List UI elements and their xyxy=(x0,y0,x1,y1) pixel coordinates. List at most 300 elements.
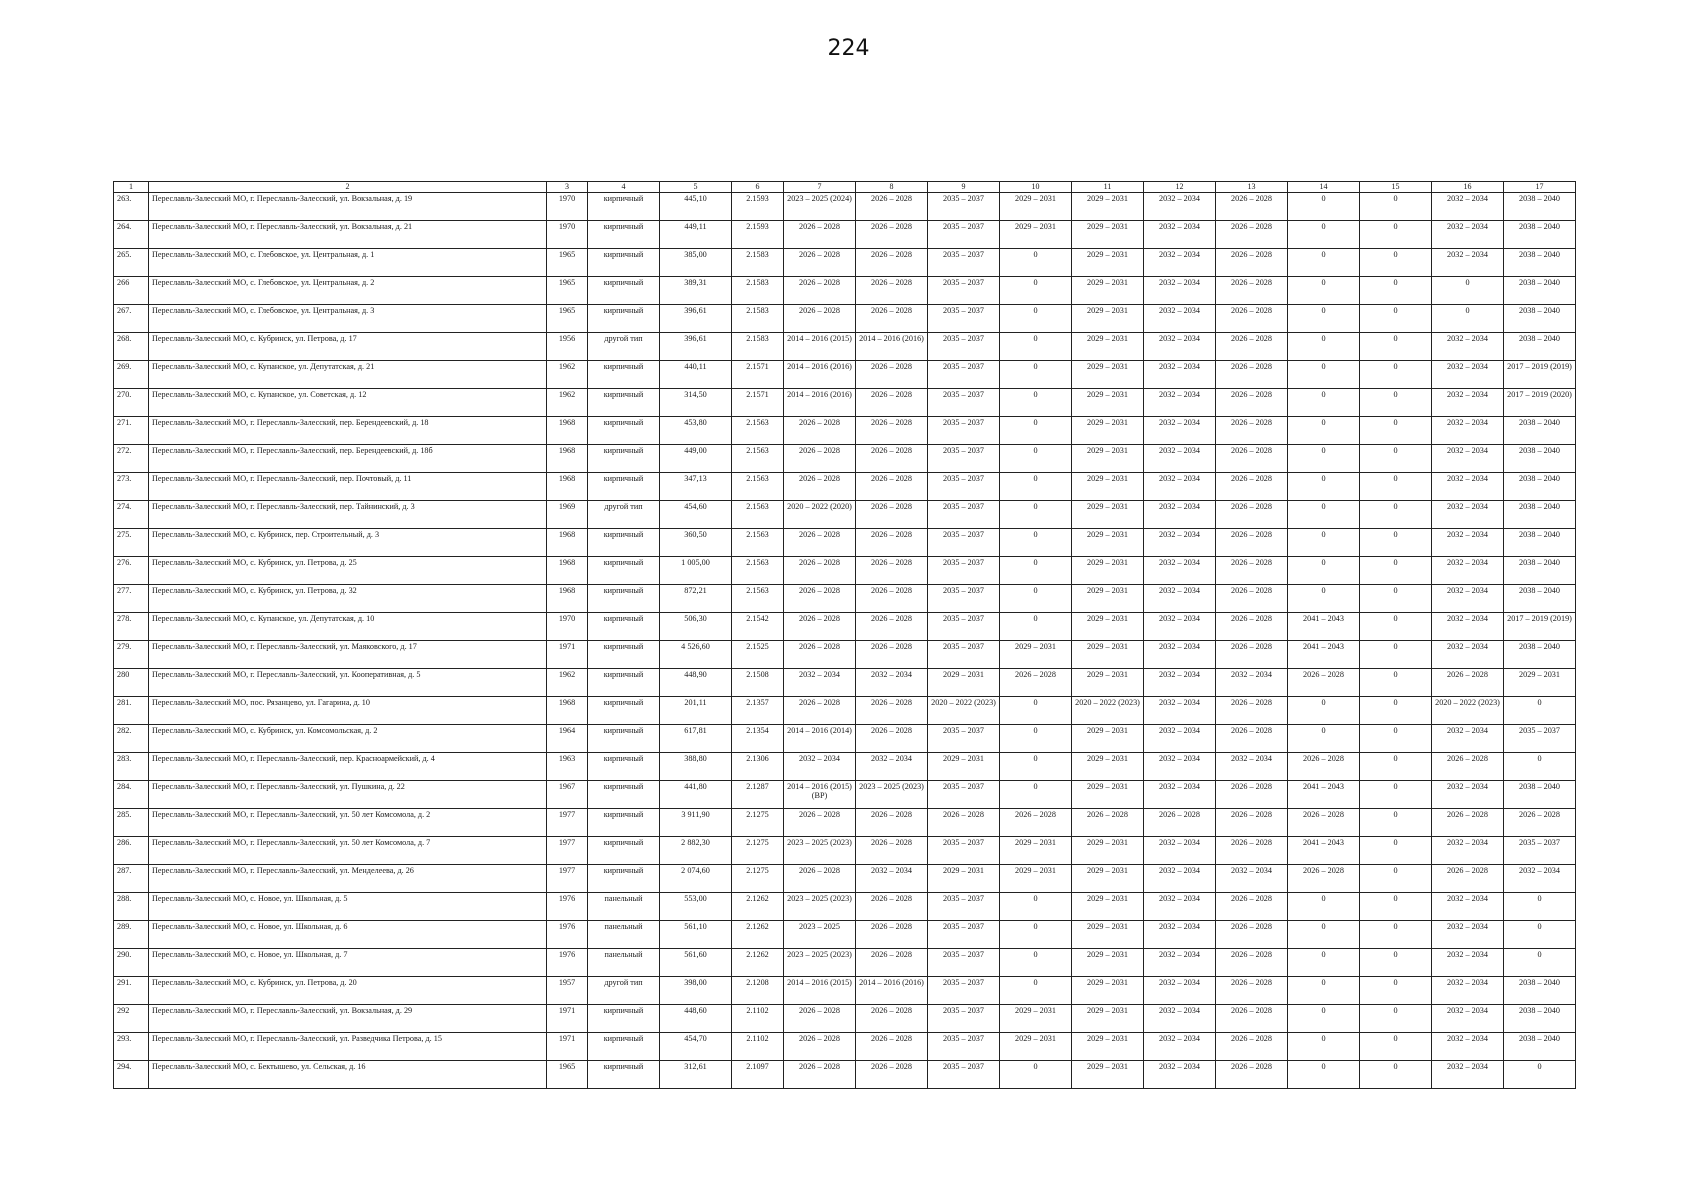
wall-material-cell: кирпичный xyxy=(588,557,660,585)
period-col-8-cell: 2026 – 2028 xyxy=(856,557,928,585)
period-col-12-cell: 2032 – 2034 xyxy=(1144,389,1216,417)
period-col-12-cell: 2026 – 2028 xyxy=(1144,809,1216,837)
address-cell: Переславль-Залесский МО, г. Переславль-Залесский, ул. Вокзальная, д. 19 xyxy=(149,193,547,221)
wall-material-cell: кирпичный xyxy=(588,641,660,669)
period-col-14-cell: 0 xyxy=(1288,277,1360,305)
row-number-cell: 266 xyxy=(114,277,149,305)
period-col-16-cell: 2032 – 2034 xyxy=(1432,557,1504,585)
period-col-16-cell: 2032 – 2034 xyxy=(1432,473,1504,501)
row-number-cell: 294. xyxy=(114,1061,149,1089)
area-cell: 201,11 xyxy=(660,697,732,725)
wall-material-cell: кирпичный xyxy=(588,809,660,837)
period-col-15-cell: 0 xyxy=(1360,417,1432,445)
period-col-13-cell: 2026 – 2028 xyxy=(1216,417,1288,445)
table-row xyxy=(114,1061,1576,1089)
period-col-11-cell: 2029 – 2031 xyxy=(1072,641,1144,669)
period-col-7-cell: 2026 – 2028 xyxy=(784,277,856,305)
period-col-14-cell: 0 xyxy=(1288,305,1360,333)
period-col-7-cell: 2032 – 2034 xyxy=(784,753,856,781)
priority-code-cell: 2.1583 xyxy=(732,333,784,361)
period-col-11-cell: 2029 – 2031 xyxy=(1072,585,1144,613)
address-cell: Переславль-Залесский МО, г. Переславль-Залесский, пер. Берендеевский, д. 18 xyxy=(149,417,547,445)
period-col-17-cell: 2038 – 2040 xyxy=(1504,277,1576,305)
period-col-12-cell: 2032 – 2034 xyxy=(1144,921,1216,949)
period-col-17-cell: 0 xyxy=(1504,921,1576,949)
period-col-12-cell: 2032 – 2034 xyxy=(1144,221,1216,249)
period-col-16-cell: 2032 – 2034 xyxy=(1432,193,1504,221)
table-row xyxy=(114,389,1576,417)
period-col-16-cell: 2032 – 2034 xyxy=(1432,389,1504,417)
period-col-13-cell: 2026 – 2028 xyxy=(1216,557,1288,585)
period-col-14-cell: 0 xyxy=(1288,1033,1360,1061)
period-col-17-cell: 2017 – 2019 (2020) xyxy=(1504,389,1576,417)
column-number-10: 10 xyxy=(1000,182,1072,193)
table-row xyxy=(114,277,1576,305)
build-year-cell: 1970 xyxy=(547,221,588,249)
period-col-9-cell: 2035 – 2037 xyxy=(928,1033,1000,1061)
period-col-12-cell: 2032 – 2034 xyxy=(1144,277,1216,305)
period-col-13-cell: 2026 – 2028 xyxy=(1216,473,1288,501)
address-cell: Переславль-Залесский МО, г. Переславль-Залесский, ул. 50 лет Комсомола, д. 7 xyxy=(149,837,547,865)
period-col-13-cell: 2026 – 2028 xyxy=(1216,1061,1288,1089)
period-col-16-cell: 2032 – 2034 xyxy=(1432,221,1504,249)
period-col-16-cell: 2032 – 2034 xyxy=(1432,361,1504,389)
period-col-9-cell: 2035 – 2037 xyxy=(928,613,1000,641)
period-col-16-cell: 2032 – 2034 xyxy=(1432,781,1504,809)
address-cell: Переславль-Залесский МО, с. Бектышево, ул. Сельская, д. 16 xyxy=(149,1061,547,1089)
housing-register-table xyxy=(113,181,1576,1089)
row-number-cell: 263. xyxy=(114,193,149,221)
priority-code-cell: 2.1262 xyxy=(732,893,784,921)
wall-material-cell: кирпичный xyxy=(588,221,660,249)
build-year-cell: 1965 xyxy=(547,305,588,333)
area-cell: 314,50 xyxy=(660,389,732,417)
period-col-13-cell: 2026 – 2028 xyxy=(1216,697,1288,725)
period-col-9-cell: 2035 – 2037 xyxy=(928,893,1000,921)
row-number-cell: 267. xyxy=(114,305,149,333)
period-col-16-cell: 2032 – 2034 xyxy=(1432,977,1504,1005)
period-col-9-cell: 2035 – 2037 xyxy=(928,361,1000,389)
table-row xyxy=(114,585,1576,613)
period-col-9-cell: 2035 – 2037 xyxy=(928,389,1000,417)
row-number-cell: 284. xyxy=(114,781,149,809)
area-cell: 561,60 xyxy=(660,949,732,977)
period-col-13-cell: 2026 – 2028 xyxy=(1216,361,1288,389)
period-col-13-cell: 2026 – 2028 xyxy=(1216,641,1288,669)
wall-material-cell: кирпичный xyxy=(588,613,660,641)
period-col-17-cell: 2038 – 2040 xyxy=(1504,417,1576,445)
build-year-cell: 1968 xyxy=(547,585,588,613)
period-col-8-cell: 2026 – 2028 xyxy=(856,193,928,221)
period-col-9-cell: 2035 – 2037 xyxy=(928,473,1000,501)
period-col-8-cell: 2026 – 2028 xyxy=(856,837,928,865)
period-col-9-cell: 2029 – 2031 xyxy=(928,865,1000,893)
area-cell: 448,90 xyxy=(660,669,732,697)
period-col-15-cell: 0 xyxy=(1360,1061,1432,1089)
column-number-8: 8 xyxy=(856,182,928,193)
priority-code-cell: 2.1097 xyxy=(732,1061,784,1089)
period-col-10-cell: 0 xyxy=(1000,585,1072,613)
table-row xyxy=(114,781,1576,809)
period-col-7-cell: 2032 – 2034 xyxy=(784,669,856,697)
period-col-11-cell: 2029 – 2031 xyxy=(1072,557,1144,585)
area-cell: 441,80 xyxy=(660,781,732,809)
area-cell: 872,21 xyxy=(660,585,732,613)
period-col-11-cell: 2029 – 2031 xyxy=(1072,333,1144,361)
build-year-cell: 1967 xyxy=(547,781,588,809)
period-col-8-cell: 2026 – 2028 xyxy=(856,249,928,277)
period-col-9-cell: 2035 – 2037 xyxy=(928,249,1000,277)
period-col-14-cell: 2026 – 2028 xyxy=(1288,669,1360,697)
period-col-11-cell: 2029 – 2031 xyxy=(1072,445,1144,473)
period-col-8-cell: 2032 – 2034 xyxy=(856,865,928,893)
period-col-16-cell: 2032 – 2034 xyxy=(1432,949,1504,977)
period-col-9-cell: 2035 – 2037 xyxy=(928,781,1000,809)
period-col-7-cell: 2023 – 2025 (2023) xyxy=(784,893,856,921)
period-col-8-cell: 2026 – 2028 xyxy=(856,277,928,305)
period-col-11-cell: 2029 – 2031 xyxy=(1072,305,1144,333)
column-number-3: 3 xyxy=(547,182,588,193)
column-number-6: 6 xyxy=(732,182,784,193)
period-col-14-cell: 2026 – 2028 xyxy=(1288,753,1360,781)
table-row xyxy=(114,305,1576,333)
period-col-17-cell: 0 xyxy=(1504,893,1576,921)
priority-code-cell: 2.1525 xyxy=(732,641,784,669)
period-col-8-cell: 2026 – 2028 xyxy=(856,949,928,977)
priority-code-cell: 2.1563 xyxy=(732,445,784,473)
period-col-9-cell: 2029 – 2031 xyxy=(928,753,1000,781)
period-col-9-cell: 2035 – 2037 xyxy=(928,725,1000,753)
period-col-7-cell: 2023 – 2025 (2024) xyxy=(784,193,856,221)
period-col-16-cell: 2032 – 2034 xyxy=(1432,641,1504,669)
period-col-16-cell: 2026 – 2028 xyxy=(1432,809,1504,837)
period-col-7-cell: 2023 – 2025 (2023) xyxy=(784,837,856,865)
period-col-15-cell: 0 xyxy=(1360,445,1432,473)
address-cell: Переславль-Залесский МО, с. Купанское, ул. Советская, д. 12 xyxy=(149,389,547,417)
period-col-15-cell: 0 xyxy=(1360,837,1432,865)
area-cell: 396,61 xyxy=(660,305,732,333)
period-col-14-cell: 2041 – 2043 xyxy=(1288,781,1360,809)
address-cell: Переславль-Залесский МО, г. Переславль-Залесский, ул. Разведчика Петрова, д. 15 xyxy=(149,1033,547,1061)
column-number-17: 17 xyxy=(1504,182,1576,193)
row-number-cell: 288. xyxy=(114,893,149,921)
column-number-15: 15 xyxy=(1360,182,1432,193)
wall-material-cell: кирпичный xyxy=(588,781,660,809)
wall-material-cell: кирпичный xyxy=(588,1005,660,1033)
period-col-13-cell: 2026 – 2028 xyxy=(1216,613,1288,641)
period-col-11-cell: 2029 – 2031 xyxy=(1072,977,1144,1005)
period-col-11-cell: 2029 – 2031 xyxy=(1072,949,1144,977)
priority-code-cell: 2.1306 xyxy=(732,753,784,781)
address-cell: Переславль-Залесский МО, г. Переславль-Залесский, ул. Пушкина, д. 22 xyxy=(149,781,547,809)
row-number-cell: 269. xyxy=(114,361,149,389)
period-col-14-cell: 0 xyxy=(1288,585,1360,613)
period-col-7-cell: 2026 – 2028 xyxy=(784,697,856,725)
period-col-17-cell: 0 xyxy=(1504,753,1576,781)
row-number-cell: 275. xyxy=(114,529,149,557)
period-col-7-cell: 2020 – 2022 (2020) xyxy=(784,501,856,529)
period-col-15-cell: 0 xyxy=(1360,613,1432,641)
period-col-12-cell: 2032 – 2034 xyxy=(1144,473,1216,501)
period-col-12-cell: 2032 – 2034 xyxy=(1144,585,1216,613)
period-col-10-cell: 0 xyxy=(1000,613,1072,641)
build-year-cell: 1971 xyxy=(547,1005,588,1033)
period-col-10-cell: 2026 – 2028 xyxy=(1000,809,1072,837)
period-col-10-cell: 0 xyxy=(1000,417,1072,445)
period-col-13-cell: 2026 – 2028 xyxy=(1216,277,1288,305)
period-col-10-cell: 0 xyxy=(1000,977,1072,1005)
period-col-8-cell: 2026 – 2028 xyxy=(856,921,928,949)
period-col-17-cell: 2038 – 2040 xyxy=(1504,333,1576,361)
period-col-13-cell: 2026 – 2028 xyxy=(1216,949,1288,977)
address-cell: Переславль-Залесский МО, с. Новое, ул. Школьная, д. 6 xyxy=(149,921,547,949)
period-col-17-cell: 2038 – 2040 xyxy=(1504,557,1576,585)
build-year-cell: 1976 xyxy=(547,921,588,949)
period-col-9-cell: 2035 – 2037 xyxy=(928,641,1000,669)
period-col-8-cell: 2026 – 2028 xyxy=(856,1005,928,1033)
build-year-cell: 1976 xyxy=(547,893,588,921)
row-number-cell: 290. xyxy=(114,949,149,977)
priority-code-cell: 2.1287 xyxy=(732,781,784,809)
period-col-7-cell: 2014 – 2016 (2014) xyxy=(784,725,856,753)
period-col-15-cell: 0 xyxy=(1360,641,1432,669)
row-number-cell: 285. xyxy=(114,809,149,837)
period-col-7-cell: 2014 – 2016 (2015) (ВР) xyxy=(784,781,856,809)
column-number-12: 12 xyxy=(1144,182,1216,193)
period-col-15-cell: 0 xyxy=(1360,977,1432,1005)
period-col-15-cell: 0 xyxy=(1360,305,1432,333)
period-col-8-cell: 2026 – 2028 xyxy=(856,389,928,417)
period-col-13-cell: 2026 – 2028 xyxy=(1216,893,1288,921)
priority-code-cell: 2.1563 xyxy=(732,501,784,529)
period-col-9-cell: 2035 – 2037 xyxy=(928,529,1000,557)
table-row xyxy=(114,361,1576,389)
period-col-12-cell: 2032 – 2034 xyxy=(1144,333,1216,361)
table-row xyxy=(114,669,1576,697)
period-col-13-cell: 2026 – 2028 xyxy=(1216,333,1288,361)
build-year-cell: 1977 xyxy=(547,865,588,893)
period-col-14-cell: 0 xyxy=(1288,333,1360,361)
period-col-12-cell: 2032 – 2034 xyxy=(1144,417,1216,445)
row-number-cell: 278. xyxy=(114,613,149,641)
row-number-cell: 271. xyxy=(114,417,149,445)
period-col-11-cell: 2029 – 2031 xyxy=(1072,613,1144,641)
area-cell: 445,10 xyxy=(660,193,732,221)
period-col-11-cell: 2029 – 2031 xyxy=(1072,753,1144,781)
build-year-cell: 1965 xyxy=(547,249,588,277)
wall-material-cell: кирпичный xyxy=(588,1033,660,1061)
address-cell: Переславль-Залесский МО, с. Глебовское, ул. Центральная, д. 2 xyxy=(149,277,547,305)
period-col-7-cell: 2026 – 2028 xyxy=(784,1005,856,1033)
address-cell: Переславль-Залесский МО, с. Новое, ул. Школьная, д. 7 xyxy=(149,949,547,977)
period-col-14-cell: 0 xyxy=(1288,361,1360,389)
period-col-17-cell: 2038 – 2040 xyxy=(1504,529,1576,557)
wall-material-cell: кирпичный xyxy=(588,725,660,753)
row-number-cell: 292 xyxy=(114,1005,149,1033)
period-col-8-cell: 2026 – 2028 xyxy=(856,585,928,613)
period-col-9-cell: 2029 – 2031 xyxy=(928,669,1000,697)
table-row xyxy=(114,921,1576,949)
row-number-cell: 279. xyxy=(114,641,149,669)
area-cell: 440,11 xyxy=(660,361,732,389)
wall-material-cell: панельный xyxy=(588,949,660,977)
period-col-13-cell: 2026 – 2028 xyxy=(1216,977,1288,1005)
build-year-cell: 1970 xyxy=(547,613,588,641)
period-col-7-cell: 2026 – 2028 xyxy=(784,417,856,445)
wall-material-cell: кирпичный xyxy=(588,529,660,557)
period-col-11-cell: 2029 – 2031 xyxy=(1072,893,1144,921)
period-col-10-cell: 0 xyxy=(1000,893,1072,921)
row-number-cell: 286. xyxy=(114,837,149,865)
period-col-15-cell: 0 xyxy=(1360,221,1432,249)
period-col-7-cell: 2026 – 2028 xyxy=(784,305,856,333)
period-col-8-cell: 2026 – 2028 xyxy=(856,473,928,501)
period-col-15-cell: 0 xyxy=(1360,277,1432,305)
period-col-8-cell: 2026 – 2028 xyxy=(856,893,928,921)
wall-material-cell: панельный xyxy=(588,893,660,921)
area-cell: 2 074,60 xyxy=(660,865,732,893)
area-cell: 3 911,90 xyxy=(660,809,732,837)
period-col-14-cell: 0 xyxy=(1288,1005,1360,1033)
period-col-10-cell: 0 xyxy=(1000,725,1072,753)
period-col-15-cell: 0 xyxy=(1360,949,1432,977)
period-col-8-cell: 2026 – 2028 xyxy=(856,417,928,445)
period-col-8-cell: 2032 – 2034 xyxy=(856,669,928,697)
period-col-11-cell: 2026 – 2028 xyxy=(1072,809,1144,837)
period-col-12-cell: 2032 – 2034 xyxy=(1144,501,1216,529)
period-col-15-cell: 0 xyxy=(1360,333,1432,361)
period-col-7-cell: 2026 – 2028 xyxy=(784,641,856,669)
table-row xyxy=(114,725,1576,753)
address-cell: Переславль-Залесский МО, г. Переславль-Залесский, пер. Почтовый, д. 11 xyxy=(149,473,547,501)
address-cell: Переславль-Залесский МО, с. Купанское, ул. Депутатская, д. 21 xyxy=(149,361,547,389)
address-cell: Переславль-Залесский МО, г. Переславль-Залесский, ул. 50 лет Комсомола, д. 2 xyxy=(149,809,547,837)
period-col-14-cell: 2026 – 2028 xyxy=(1288,809,1360,837)
priority-code-cell: 2.1583 xyxy=(732,249,784,277)
period-col-17-cell: 2038 – 2040 xyxy=(1504,473,1576,501)
period-col-11-cell: 2029 – 2031 xyxy=(1072,725,1144,753)
period-col-9-cell: 2035 – 2037 xyxy=(928,1061,1000,1089)
period-col-7-cell: 2014 – 2016 (2016) xyxy=(784,389,856,417)
area-cell: 448,60 xyxy=(660,1005,732,1033)
row-number-cell: 273. xyxy=(114,473,149,501)
table-row xyxy=(114,949,1576,977)
period-col-10-cell: 0 xyxy=(1000,389,1072,417)
period-col-14-cell: 0 xyxy=(1288,697,1360,725)
column-number-16: 16 xyxy=(1432,182,1504,193)
wall-material-cell: кирпичный xyxy=(588,361,660,389)
period-col-9-cell: 2035 – 2037 xyxy=(928,277,1000,305)
period-col-14-cell: 0 xyxy=(1288,501,1360,529)
area-cell: 360,50 xyxy=(660,529,732,557)
period-col-13-cell: 2026 – 2028 xyxy=(1216,221,1288,249)
period-col-15-cell: 0 xyxy=(1360,529,1432,557)
period-col-14-cell: 0 xyxy=(1288,417,1360,445)
priority-code-cell: 2.1262 xyxy=(732,921,784,949)
period-col-17-cell: 0 xyxy=(1504,1061,1576,1089)
period-col-17-cell: 2038 – 2040 xyxy=(1504,305,1576,333)
period-col-16-cell: 2032 – 2034 xyxy=(1432,613,1504,641)
period-col-9-cell: 2035 – 2037 xyxy=(928,333,1000,361)
period-col-14-cell: 0 xyxy=(1288,445,1360,473)
address-cell: Переславль-Залесский МО, с. Глебовское, ул. Центральная, д. 1 xyxy=(149,249,547,277)
build-year-cell: 1971 xyxy=(547,641,588,669)
area-cell: 449,00 xyxy=(660,445,732,473)
wall-material-cell: кирпичный xyxy=(588,277,660,305)
period-col-14-cell: 0 xyxy=(1288,221,1360,249)
period-col-8-cell: 2026 – 2028 xyxy=(856,725,928,753)
build-year-cell: 1977 xyxy=(547,809,588,837)
build-year-cell: 1965 xyxy=(547,1061,588,1089)
period-col-14-cell: 0 xyxy=(1288,249,1360,277)
table-row xyxy=(114,473,1576,501)
period-col-7-cell: 2026 – 2028 xyxy=(784,865,856,893)
period-col-8-cell: 2014 – 2016 (2016) xyxy=(856,977,928,1005)
period-col-8-cell: 2026 – 2028 xyxy=(856,445,928,473)
period-col-11-cell: 2029 – 2031 xyxy=(1072,473,1144,501)
period-col-8-cell: 2026 – 2028 xyxy=(856,305,928,333)
priority-code-cell: 2.1275 xyxy=(732,837,784,865)
period-col-8-cell: 2023 – 2025 (2023) xyxy=(856,781,928,809)
period-col-15-cell: 0 xyxy=(1360,893,1432,921)
row-number-cell: 276. xyxy=(114,557,149,585)
table-row xyxy=(114,501,1576,529)
period-col-10-cell: 0 xyxy=(1000,1061,1072,1089)
period-col-12-cell: 2032 – 2034 xyxy=(1144,1061,1216,1089)
wall-material-cell: кирпичный xyxy=(588,753,660,781)
period-col-17-cell: 2038 – 2040 xyxy=(1504,977,1576,1005)
priority-code-cell: 2.1571 xyxy=(732,389,784,417)
address-cell: Переславль-Залесский МО, с. Новое, ул. Школьная, д. 5 xyxy=(149,893,547,921)
wall-material-cell: другой тип xyxy=(588,977,660,1005)
period-col-14-cell: 0 xyxy=(1288,1061,1360,1089)
period-col-16-cell: 2032 – 2034 xyxy=(1432,1005,1504,1033)
period-col-13-cell: 2032 – 2034 xyxy=(1216,865,1288,893)
build-year-cell: 1963 xyxy=(547,753,588,781)
build-year-cell: 1968 xyxy=(547,445,588,473)
column-number-11: 11 xyxy=(1072,182,1144,193)
period-col-10-cell: 0 xyxy=(1000,529,1072,557)
period-col-7-cell: 2026 – 2028 xyxy=(784,221,856,249)
address-cell: Переславль-Залесский МО, с. Кубринск, ул. Петрова, д. 25 xyxy=(149,557,547,585)
period-col-14-cell: 2041 – 2043 xyxy=(1288,613,1360,641)
period-col-12-cell: 2032 – 2034 xyxy=(1144,641,1216,669)
period-col-15-cell: 0 xyxy=(1360,361,1432,389)
period-col-15-cell: 0 xyxy=(1360,725,1432,753)
table-row xyxy=(114,837,1576,865)
period-col-17-cell: 2038 – 2040 xyxy=(1504,193,1576,221)
page-number: 224 xyxy=(827,36,870,61)
priority-code-cell: 2.1275 xyxy=(732,809,784,837)
build-year-cell: 1970 xyxy=(547,193,588,221)
table-row xyxy=(114,333,1576,361)
period-col-12-cell: 2032 – 2034 xyxy=(1144,361,1216,389)
build-year-cell: 1976 xyxy=(547,949,588,977)
build-year-cell: 1971 xyxy=(547,1033,588,1061)
wall-material-cell: кирпичный xyxy=(588,417,660,445)
period-col-17-cell: 2038 – 2040 xyxy=(1504,445,1576,473)
period-col-17-cell: 2026 – 2028 xyxy=(1504,809,1576,837)
period-col-10-cell: 0 xyxy=(1000,501,1072,529)
period-col-10-cell: 0 xyxy=(1000,781,1072,809)
period-col-13-cell: 2026 – 2028 xyxy=(1216,305,1288,333)
priority-code-cell: 2.1563 xyxy=(732,585,784,613)
table-row xyxy=(114,893,1576,921)
table-row xyxy=(114,641,1576,669)
period-col-15-cell: 0 xyxy=(1360,193,1432,221)
period-col-12-cell: 2032 – 2034 xyxy=(1144,669,1216,697)
period-col-11-cell: 2029 – 2031 xyxy=(1072,361,1144,389)
